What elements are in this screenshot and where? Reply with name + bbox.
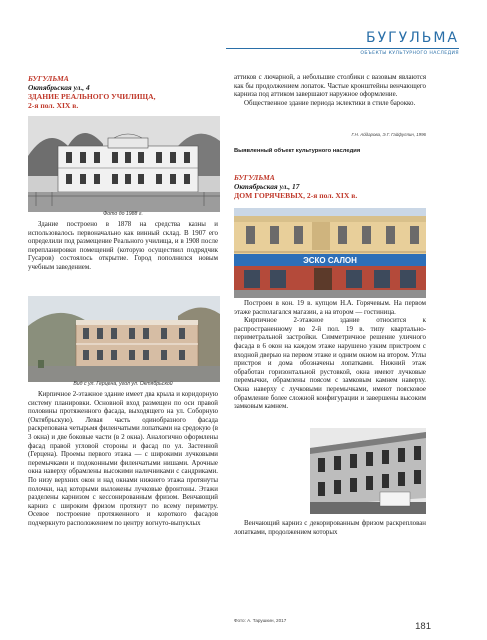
photo-credit: Фото: А. Тарушкин, 2017 bbox=[234, 618, 287, 623]
running-title: БУГУЛЬМА bbox=[366, 30, 459, 46]
goryachev-house-photo bbox=[234, 208, 426, 298]
object-status: Выявленный объект культурного наследия bbox=[234, 148, 361, 154]
paragraph: Здание построено в 1878 на средства казны и использовалось первоначально как винный склад. В 1907 его определили под размещение Реального училища, и в 1908 после перепланировки помещений (которую осуществил подрядчик Гусаров) состоялось открытие. Город пополнился новым учебным заведением. bbox=[28, 221, 218, 271]
goryachev-house-historic-photo bbox=[310, 428, 426, 514]
photo2-caption: Вид с ул. Герцена, угол ул. Октябрьской bbox=[73, 381, 173, 387]
paragraph: Кирпичное 2-этажное здание имеет два крыла и коридорную систему планировки. Основной вход размещен по оси правой половины протяженного фасада, выходящего на ул. Соборную (Октябрьскую). Левая часть одинобразного фасада раскрепована четырьмя филенчатыми лопатками на средокую (в 3 окна) и две боковые части (в 2 окна). Аналогично оформлены фасад правой угловой стороны и фасад по ул. Застенной (Герцена). Проемы первого этажа — с широкими лучковыми перемычками и подоконными филенчатыми нишами. Арочные окна наверху обрамлены высокими наличниками с сандриками. По низу верхних окон и над окнами нижнего этажа протянуты полочки, над которыми выложены лучковые фронтоны. Этажи разделены карнизом с кессонированным фризом. Венчающий карниз с широким фризом протянут по всему периметру. Осевое построение протяженного и короткого фасадов подчеркнуто расположением по центру вогнуто-выпуклых bbox=[28, 391, 218, 527]
entry-city: БУГУЛЬМА bbox=[234, 173, 275, 182]
entry-address: Октябрьская ул., 4 bbox=[28, 83, 90, 92]
shop-sign-text: ЭСКО САЛОН bbox=[303, 256, 357, 265]
paragraph: Построен в кон. 19 в. купцом Н.А. Горячевым. На первом этаже располагался магазин, а на втором — гостиница. bbox=[234, 300, 426, 316]
paragraph: Общественное здание периода эклектики в стиле барокко. bbox=[244, 99, 416, 107]
paragraph: Венчающий карниз с декорированным фризом раскреплован лопатками, продолжением которых bbox=[234, 520, 426, 536]
building-date: 2-я пол. XIX в. bbox=[28, 101, 79, 110]
paragraph: аттиков с лючарной, а небольшие столбики с вазовым явлаются как бы продолжением лопаток. Частые кронштейны венчающего карниза под аттиком завершают наружное оформление. bbox=[234, 74, 426, 99]
page-number: 181 bbox=[415, 621, 431, 632]
building-title: ДОМ ГОРЯЧЕВЫХ, 2-я пол. XIX в. bbox=[234, 191, 358, 200]
left-entry-heading bbox=[28, 74, 218, 110]
left-text-block-2 bbox=[28, 391, 218, 529]
right-text-block-2 bbox=[234, 520, 426, 537]
building-title: ЗДАНИЕ РЕАЛЬНОГО УЧИЛИЩА, bbox=[28, 92, 156, 101]
entry-address: Октябрьская ул., 17 bbox=[234, 182, 300, 191]
running-subtitle: ОБЪЕКТЫ КУЛЬТУРНОГО НАСЛЕДИЯ bbox=[360, 51, 459, 56]
photo1-caption: Фото до 1988 г. bbox=[103, 211, 143, 217]
right-text-top bbox=[234, 74, 426, 108]
school-old-photo bbox=[28, 116, 220, 212]
school-street-photo bbox=[28, 296, 220, 382]
right-text-block-1 bbox=[234, 300, 426, 412]
header-rule bbox=[226, 48, 459, 49]
right-entry-heading bbox=[234, 173, 426, 200]
entry-city: БУГУЛЬМА bbox=[28, 74, 69, 83]
source-credit: Г.Н. Айдарова, Э.Г. Гайфуллин, 1996 bbox=[351, 132, 426, 137]
paragraph: Кирпичное 2-этажное здание относится к распространенному во 2-й пол. 19 в. типу квартально-периметральной застройки. Симметричное решение уличного фасада в 6 окон на каждом этаже нарушено узким пристроем с входной дверью на первом этаже и одним окном на втором. Углы пристроя и дома обозначены лопатками. Нижний этаж обработан горизонтальной рустовкой, окна имеют лучковые перемычки, обрамлены поясом с замковым камнем наверху. Окна наверху с лучковыми перемычками, имеют поясковое обрамление более сложной конфигурации и завершены высоким замковым камнем. bbox=[234, 317, 426, 411]
left-text-block-1 bbox=[28, 221, 218, 273]
